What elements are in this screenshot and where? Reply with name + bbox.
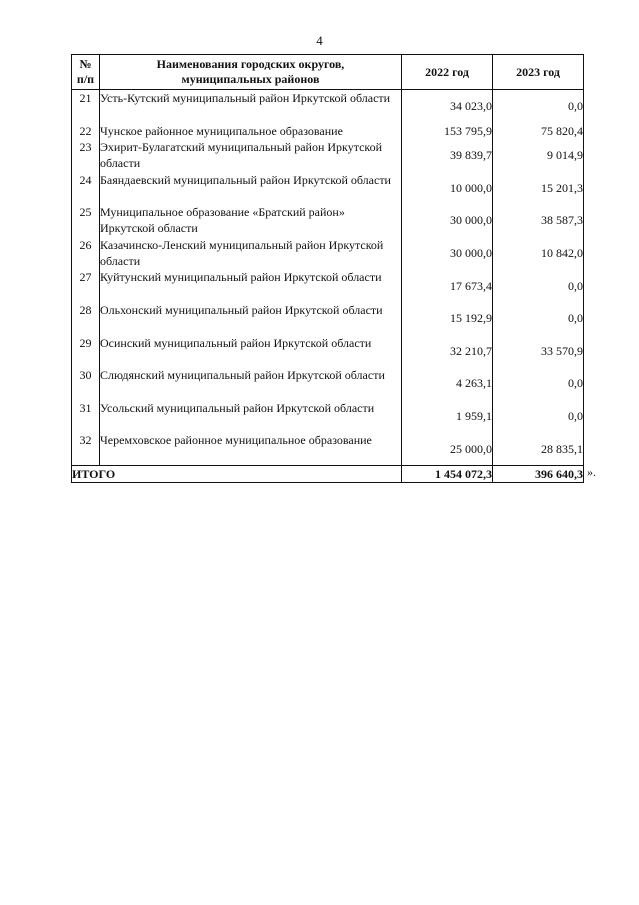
row-number: 30 [72,367,100,400]
row-name: Усольский муниципальный район Иркутской области [100,400,402,433]
row-number: 29 [72,335,100,368]
row-value-2023: 0,0 [493,302,584,335]
header-number [72,55,100,90]
row-number: 23 [72,139,100,172]
table-row [72,237,584,270]
row-value-2023: 75 820,4 [493,123,584,139]
row-name: Ольхонский муниципальный район Иркутской области [100,302,402,335]
total-value-2023: 396 640,3 [493,465,584,482]
row-number: 27 [72,269,100,302]
table-row [72,139,584,172]
table-row [72,432,584,465]
row-name: Эхирит-Булагатский муниципальный район Иркутской области [100,139,402,172]
row-value-2022: 34 023,0 [402,90,493,123]
row-number: 25 [72,204,100,237]
row-value-2023: 9 014,9 [493,139,584,172]
subsidy-table [71,54,584,483]
row-value-2022: 39 839,7 [402,139,493,172]
row-value-2022: 17 673,4 [402,269,493,302]
header-name-line2: муниципальных районов [181,72,320,86]
row-value-2022: 10 000,0 [402,172,493,205]
table-row [72,172,584,205]
table-row [72,302,584,335]
header-2023: 2023 год [493,55,584,90]
row-name: Куйтунский муниципальный район Иркутской области [100,269,402,302]
table-header-row [72,55,584,90]
total-label: ИТОГО [72,465,402,482]
row-number: 22 [72,123,100,139]
header-2022: 2022 год [402,55,493,90]
row-value-2022: 153 795,9 [402,123,493,139]
row-value-2022: 25 000,0 [402,432,493,465]
row-value-2023: 0,0 [493,367,584,400]
row-value-2023: 0,0 [493,269,584,302]
row-name: Чунское районное муниципальное образование [100,123,402,139]
closing-quote-mark: ». [587,465,596,479]
row-value-2023: 33 570,9 [493,335,584,368]
header-name-line1: Наименования городских округов, [156,57,345,71]
row-value-2022: 30 000,0 [402,204,493,237]
row-number: 21 [72,90,100,123]
row-value-2023: 0,0 [493,400,584,433]
row-number: 32 [72,432,100,465]
row-number: 31 [72,400,100,433]
table-row [72,400,584,433]
row-number: 28 [72,302,100,335]
row-name: Казачинско-Ленский муниципальный район Иркутской области [100,237,402,270]
row-value-2022: 1 959,1 [402,400,493,433]
header-name [100,55,402,90]
row-value-2022: 32 210,7 [402,335,493,368]
row-name: Слюдянский муниципальный район Иркутской области [100,367,402,400]
row-name: Баяндаевский муниципальный район Иркутской области [100,172,402,205]
total-row [72,465,584,482]
row-name: Черемховское районное муниципальное образование [100,432,402,465]
table-row [72,269,584,302]
table-row [72,367,584,400]
row-value-2022: 4 263,1 [402,367,493,400]
row-value-2023: 28 835,1 [493,432,584,465]
table-row [72,204,584,237]
row-name: Муниципальное образование «Братский район» Иркутской области [100,204,402,237]
table-row [72,335,584,368]
table-row [72,90,584,123]
row-value-2022: 30 000,0 [402,237,493,270]
row-value-2022: 15 192,9 [402,302,493,335]
header-number-line2: п/п [76,72,95,86]
total-value-2022: 1 454 072,3 [402,465,493,482]
row-value-2023: 38 587,3 [493,204,584,237]
table-row [72,123,584,139]
row-number: 26 [72,237,100,270]
header-number-line1: № [79,57,92,71]
row-value-2023: 15 201,3 [493,172,584,205]
row-value-2023: 0,0 [493,90,584,123]
row-value-2023: 10 842,0 [493,237,584,270]
row-name: Осинский муниципальный район Иркутской области [100,335,402,368]
page-number: 4 [316,33,323,48]
row-number: 24 [72,172,100,205]
row-name: Усть-Кутский муниципальный район Иркутской области [100,90,402,123]
